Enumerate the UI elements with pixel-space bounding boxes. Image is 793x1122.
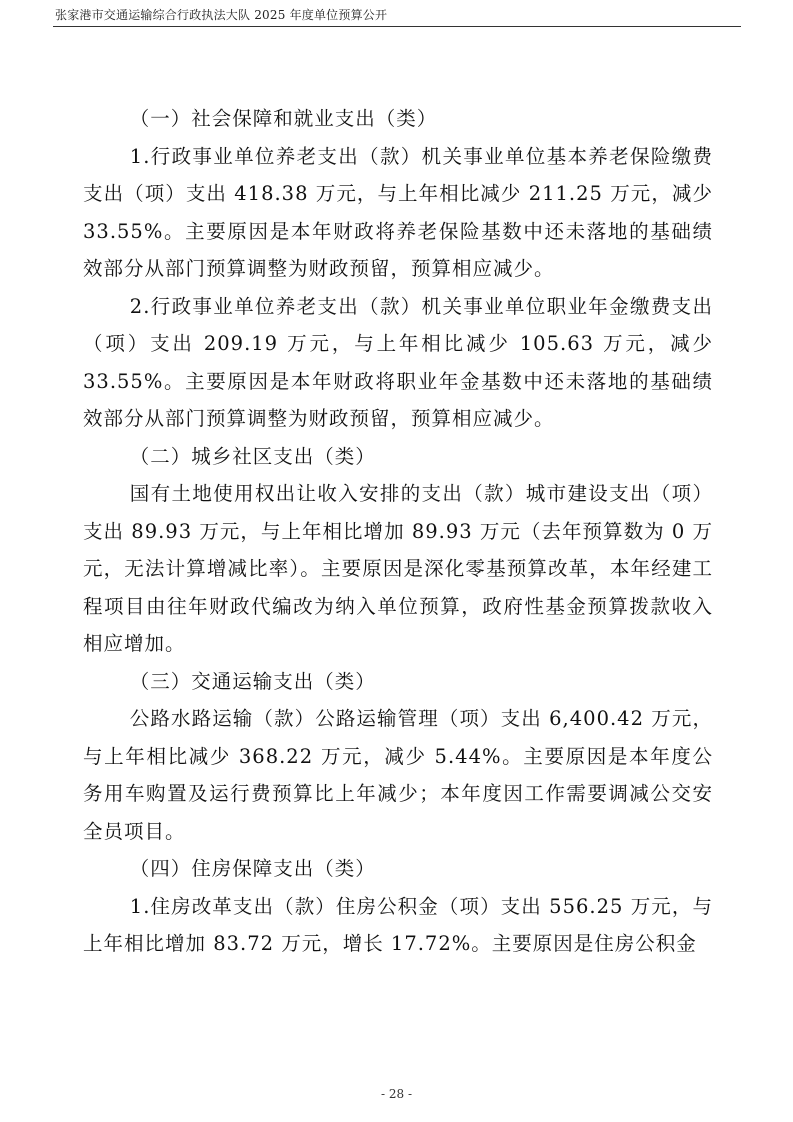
paragraph-pension-occupational-annuity: 2.行政事业单位养老支出（款）机关事业单位职业年金缴费支出（项）支出 209.19 万元，与上年相比减少 105.63 万元，减少 33.55%。主要原因是本年财政将职业年金基数中还未落地的基础绩效部分从部门预算调整为财政预留，预算相应减少。 [83,294,713,430]
section-heading-housing-security: （四）住房保障支出（类） [129,857,376,880]
paragraph-land-use-rights-urban-construction: 国有土地使用权出让收入安排的支出（款）城市建设支出（项）支出 89.93 万元，与上年相比增加 89.93 万元（去年预算数为 0 万元，无法计算增减比率）。主要原因是深化零基预算改革，本年经建工程项目由往年财政代编改为纳入单位预算，政府性基金预算拨款收入相应增加。 [83,482,713,655]
paragraph-pension-basic-insurance: 1.行政事业单位养老支出（款）机关事业单位基本养老保险缴费支出（项）支出 418.38 万元，与上年相比减少 211.25 万元，减少 33.55%。主要原因是本年财政将养老保险基数中还未落地的基础绩效部分从部门预算调整为财政预留，预算相应减少。 [83,144,713,280]
header-divider [53,26,741,27]
section-heading-social-security: （一）社会保障和就业支出（类） [129,107,438,130]
page-number: - 28 - [380,1087,412,1101]
section-heading-urban-rural-community: （二）城乡社区支出（类） [129,444,376,468]
page-header-title: 张家港市交通运输综合行政执法大队 2025 年度单位预算公开 [55,8,388,22]
paragraph-highway-transport-management: 公路水路运输（款）公路运输管理（项）支出 6,400.42 万元，与上年相比减少 368.22 万元，减少 5.44%。主要原因是本年度公务用车购置及运行费预算比上年减少；本年度因工作需要调减公交安全员项目。 [83,707,713,843]
paragraph-housing-provident-fund: 1.住房改革支出（款）住房公积金（项）支出 556.25 万元，与上年相比增加 83.72 万元，增长 17.72%。主要原因是住房公积金 [83,894,713,955]
document-body [83,100,713,963]
section-heading-transportation: （三）交通运输支出（类） [129,669,376,693]
